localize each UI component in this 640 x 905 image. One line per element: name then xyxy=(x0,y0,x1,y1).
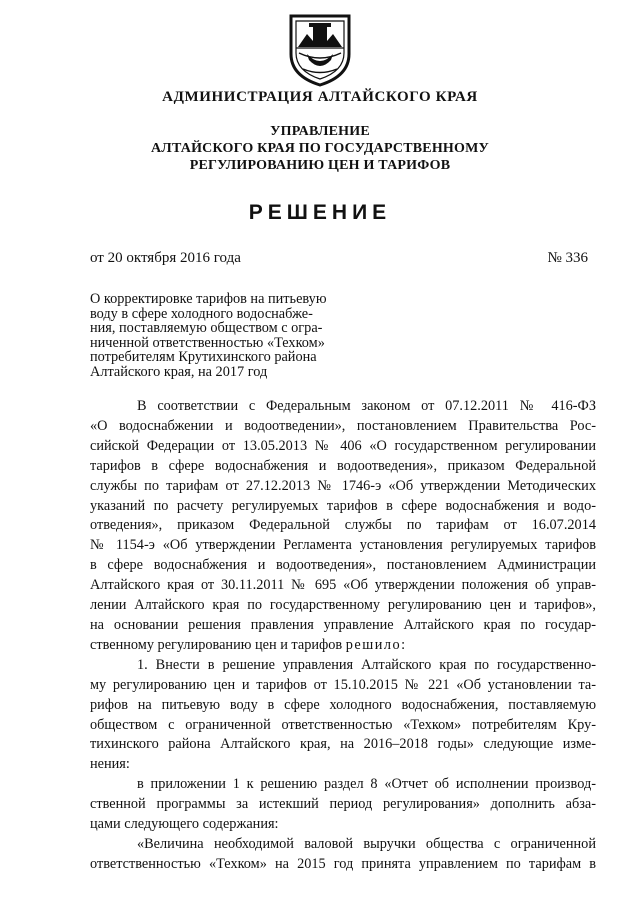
body-line: № 1154-э «Об утверждении Регламента установления регулируемых тарифов xyxy=(90,537,596,554)
decided-word: решило: xyxy=(345,636,407,653)
body-line: службы по тарифам от 27.12.2013 № 1746-э «Об утверждении Методических xyxy=(90,477,596,494)
body-line: му регулированию цен и тарифов от 15.10.2015 № 221 «Об установлении та- xyxy=(90,676,596,693)
body-line: сийской Федерации от 13.05.2013 № 406 «О государственном регулировании xyxy=(90,437,596,454)
body-line: «О водоснабжении и водоотведении», постановлением Правительства Рос- xyxy=(90,417,596,434)
subject-line: потребителям Крутихинского района xyxy=(90,349,317,366)
document-type-heading: РЕШЕНИЕ xyxy=(248,201,392,224)
body-line: в приложении 1 к решению раздел 8 «Отчет об исполнении производ- xyxy=(137,776,596,793)
body-line: обществом с ограниченной ответственностью «Техком» потребителям Кру- xyxy=(90,716,596,733)
department-line: УПРАВЛЕНИЕ xyxy=(270,124,370,139)
body-line: в сфере водоснабжения и водоотведения», постановлением Администрации xyxy=(90,557,596,574)
subject-line: О корректировке тарифов на питьевую xyxy=(90,291,327,307)
body-line: ственной программы за истекший период регулирования» дополнить абза- xyxy=(90,796,596,813)
body-line: 1. Внести в решение управления Алтайского края по государственно- xyxy=(137,656,596,673)
body-line: нения: xyxy=(90,756,130,773)
decision-number: № 336 xyxy=(547,250,588,266)
body-line: ответственностью «Техком» на 2015 год принята управлением по тарифам в xyxy=(90,855,596,872)
body-line: Алтайского края от 30.11.2011 № 695 «Об утверждении положения об управ- xyxy=(90,577,596,594)
coat-of-arms-emblem xyxy=(285,10,355,88)
body-line: лении Алтайского края по государственному регулированию цен и тарифов», xyxy=(90,597,596,614)
body-line-with-decision xyxy=(90,636,596,656)
body-line: тарифов в сфере водоснабжения и водоотведения», приказом Федеральной xyxy=(90,457,596,474)
administration-title: АДМИНИСТРАЦИЯ АЛТАЙСКОГО КРАЯ xyxy=(162,89,478,105)
body-line: «Величина необходимой валовой выручки общества с ограниченной xyxy=(137,835,596,852)
body-line: отведения», приказом Федеральной службы по тарифам от 16.07.2014 xyxy=(90,517,596,534)
decision-subject xyxy=(90,292,380,380)
subject-line: Алтайского края, на 2017 год xyxy=(90,363,268,380)
subject-line: воду в сфере холодного водоснабже- xyxy=(90,305,313,322)
subject-line: ния, поставляемую обществом с огра- xyxy=(90,320,323,337)
body-line: тихинского района Алтайского края, на 2016–2018 годы» следующие изме- xyxy=(90,736,596,753)
body-line: В соответствии с Федеральным законом от 07.12.2011 № 416-ФЗ xyxy=(137,398,596,414)
body-line: на основании решения правления управление Алтайского края по государ- xyxy=(90,616,596,633)
subject-line: ниченной ответственностью «Техком» xyxy=(90,334,325,351)
body-line: рифов на питьевую воду в сфере холодного водоснабжения, поставляемую xyxy=(90,696,596,713)
body-line: цами следующего содержания: xyxy=(90,816,279,833)
department-line: РЕГУЛИРОВАНИЮ ЦЕН И ТАРИФОВ xyxy=(189,158,451,173)
body-line: указаний по расчету регулируемых тарифов в сфере водоснабжения и водо- xyxy=(90,497,596,514)
department-line: АЛТАЙСКОГО КРАЯ ПО ГОСУДАРСТВЕННОМУ xyxy=(151,141,489,156)
body-line-text: ственному регулированию цен и тарифов xyxy=(90,636,343,653)
body-text xyxy=(90,397,596,875)
department-title xyxy=(0,123,640,174)
decision-date: от 20 октября 2016 года xyxy=(90,250,241,266)
